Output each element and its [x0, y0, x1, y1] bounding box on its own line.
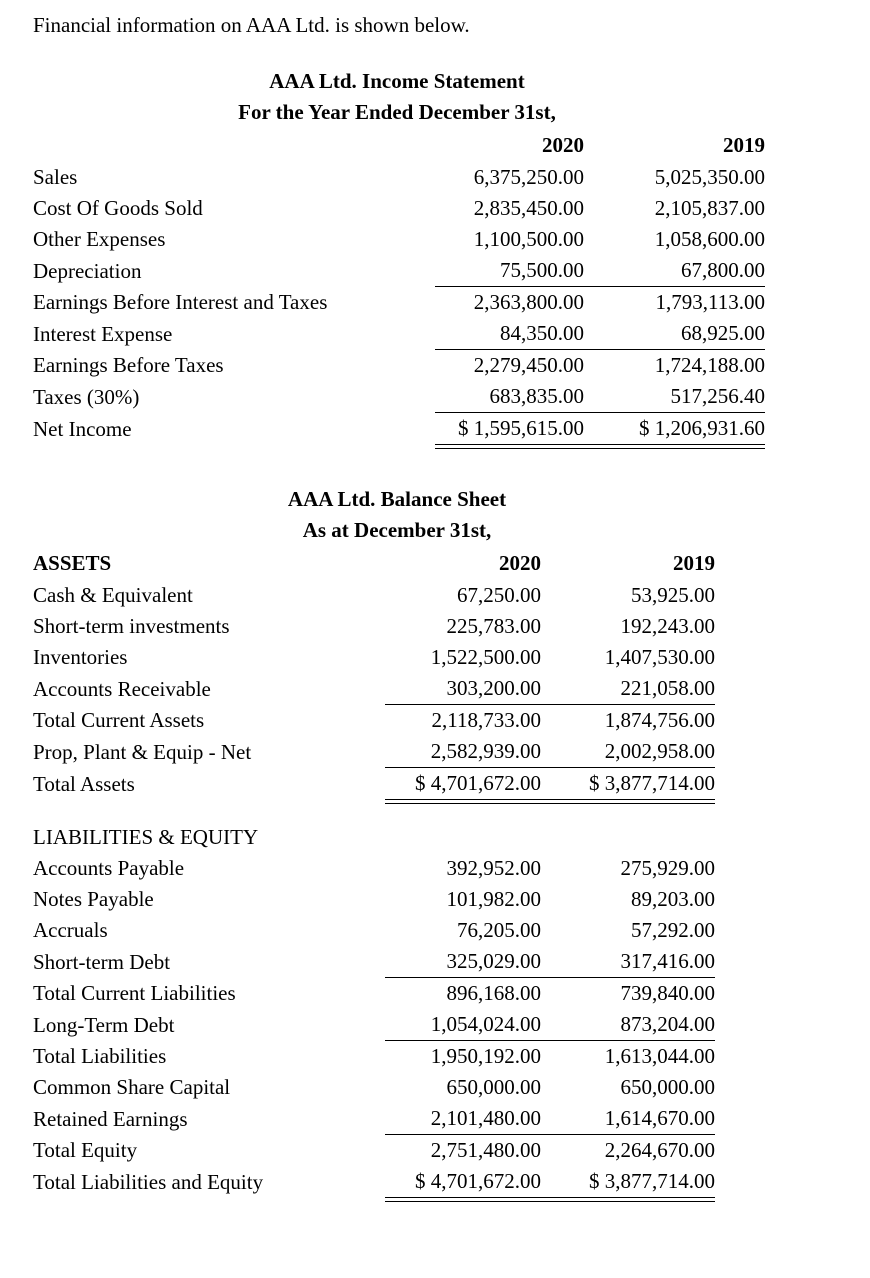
row-label: Long-Term Debt [33, 1012, 175, 1037]
row-value-2019: 53,925.00 [631, 583, 715, 607]
income-statement-title: AAA Ltd. Income Statement [269, 69, 525, 93]
row-value-2019: 57,292.00 [631, 918, 715, 942]
row-label: Short-term Debt [33, 949, 171, 974]
row-label: Cash & Equivalent [33, 583, 193, 607]
row-value-2020: $ 1,595,615.00 [435, 413, 588, 445]
row-label: Sales [33, 165, 78, 189]
row-value-2020: 225,783.00 [446, 614, 541, 638]
row-label: Accounts Receivable [33, 676, 211, 701]
row-value-2019: 1,613,044.00 [604, 1044, 715, 1068]
balance-sheet-titles [0, 484, 870, 546]
table-row [33, 1072, 715, 1103]
balance-sheet-table [33, 546, 715, 1198]
row-value-2019: $ 1,206,931.60 [588, 413, 765, 445]
row-value-2020: 6,375,250.00 [473, 165, 584, 189]
row-label: Depreciation [33, 258, 142, 283]
table-row [33, 381, 765, 413]
income-statement-header-row [33, 128, 765, 162]
table-row [33, 1135, 715, 1167]
row-value-2020: 2,835,450.00 [473, 196, 584, 220]
table-row [33, 853, 715, 884]
row-value-2019: 192,243.00 [620, 614, 715, 638]
liabilities-header-spacer [545, 822, 715, 853]
row-value-2019: 517,256.40 [588, 381, 765, 413]
table-row [33, 580, 715, 611]
table-row [33, 705, 715, 737]
row-value-2019: 2,002,958.00 [545, 736, 715, 768]
table-row [33, 736, 715, 768]
row-value-2019: 68,925.00 [588, 318, 765, 350]
row-value-2020: $ 4,701,672.00 [385, 1166, 545, 1198]
table-row [33, 193, 765, 224]
row-value-2019: 1,724,188.00 [654, 353, 765, 377]
table-row [33, 611, 715, 642]
assets-header-row [33, 546, 715, 580]
income-statement-label-header [33, 128, 435, 162]
row-value-2020: 76,205.00 [457, 918, 541, 942]
row-value-2020: 2,101,480.00 [385, 1103, 545, 1135]
row-value-2019: 873,204.00 [545, 1009, 715, 1041]
row-value-2019: 275,929.00 [620, 856, 715, 880]
row-label: Short-term investments [33, 614, 230, 638]
row-label: Inventories [33, 645, 128, 669]
row-value-2020: 2,582,939.00 [385, 736, 545, 768]
table-row [33, 255, 765, 287]
liabilities-header-row [33, 822, 715, 853]
income-statement-year-2020: 2020 [542, 133, 584, 157]
table-row [33, 318, 765, 350]
row-label: Common Share Capital [33, 1075, 231, 1099]
row-value-2020: 2,751,480.00 [430, 1138, 541, 1162]
row-value-2019: 1,793,113.00 [655, 290, 765, 314]
assets-header: ASSETS [33, 551, 112, 575]
table-row [33, 162, 765, 193]
row-value-2020: 2,279,450.00 [473, 353, 584, 377]
row-value-2020: 683,835.00 [435, 381, 588, 413]
table-row [33, 1009, 715, 1041]
row-value-2019: $ 3,877,714.00 [545, 1166, 715, 1198]
balance-sheet-title: AAA Ltd. Balance Sheet [287, 487, 507, 511]
balance-sheet-year-2020: 2020 [499, 551, 541, 575]
row-label: Total Assets [33, 771, 135, 796]
row-label: Total Equity [33, 1138, 138, 1162]
row-value-2019: 2,105,837.00 [654, 196, 765, 220]
balance-sheet-period: As at December 31st, [302, 518, 492, 542]
income-statement-year-2019: 2019 [723, 133, 765, 157]
row-label: Prop, Plant & Equip - Net [33, 739, 252, 764]
table-row [33, 884, 715, 915]
income-statement-section [0, 66, 870, 445]
row-value-2020: 650,000.00 [446, 1075, 541, 1099]
table-row [33, 287, 765, 319]
row-value-2019: 2,264,670.00 [604, 1138, 715, 1162]
row-value-2019: 1,874,756.00 [604, 708, 715, 732]
row-value-2020: 1,100,500.00 [473, 227, 584, 251]
row-value-2020: 84,350.00 [435, 318, 588, 350]
balance-sheet-section [0, 484, 870, 1198]
row-value-2019: 1,058,600.00 [654, 227, 765, 251]
row-label: Cost Of Goods Sold [33, 196, 203, 220]
row-value-2019: 739,840.00 [620, 981, 715, 1005]
row-value-2020: $ 4,701,672.00 [385, 768, 545, 800]
table-row [33, 350, 765, 382]
row-value-2020: 325,029.00 [385, 946, 545, 978]
row-label: Earnings Before Taxes [33, 353, 224, 377]
row-value-2020: 1,054,024.00 [385, 1009, 545, 1041]
income-statement-period: For the Year Ended December 31st, [238, 100, 556, 124]
row-label: Other Expenses [33, 227, 166, 251]
row-label: Total Liabilities and Equity [33, 1169, 264, 1194]
table-row [33, 1041, 715, 1073]
balance-sheet-year-2019: 2019 [673, 551, 715, 575]
liabilities-header-spacer [385, 822, 545, 853]
row-value-2020: 2,118,733.00 [431, 708, 541, 732]
intro-text: Financial information on AAA Ltd. is shown below. [33, 13, 470, 37]
row-value-2020: 101,982.00 [446, 887, 541, 911]
row-label: Accounts Payable [33, 856, 185, 880]
row-value-2019: 89,203.00 [631, 887, 715, 911]
liabilities-equity-header: LIABILITIES & EQUITY [33, 825, 259, 849]
row-value-2019: 5,025,350.00 [654, 165, 765, 189]
row-value-2020: 2,363,800.00 [473, 290, 584, 314]
table-row [33, 946, 715, 978]
table-row [33, 673, 715, 705]
table-row-total [33, 413, 765, 445]
row-value-2019: 1,614,670.00 [545, 1103, 715, 1135]
table-row-total [33, 768, 715, 800]
row-value-2020: 67,250.00 [457, 583, 541, 607]
row-label: Total Liabilities [33, 1044, 167, 1068]
table-row [33, 915, 715, 946]
row-label: Net Income [33, 416, 132, 441]
row-value-2019: 67,800.00 [588, 255, 765, 287]
income-statement-titles [0, 66, 870, 128]
row-value-2020: 1,522,500.00 [430, 645, 541, 669]
row-value-2019: 221,058.00 [545, 673, 715, 705]
row-label: Taxes (30%) [33, 384, 140, 409]
table-row [33, 1103, 715, 1135]
row-value-2019: $ 3,877,714.00 [545, 768, 715, 800]
row-value-2020: 1,950,192.00 [430, 1044, 541, 1068]
row-label: Total Current Liabilities [33, 981, 236, 1005]
table-row [33, 642, 715, 673]
table-row [33, 978, 715, 1010]
row-label: Total Current Assets [33, 708, 205, 732]
spacer-cell [33, 800, 385, 823]
row-value-2020: 392,952.00 [446, 856, 541, 880]
row-value-2019: 650,000.00 [620, 1075, 715, 1099]
row-label: Accruals [33, 918, 108, 942]
row-value-2019: 317,416.00 [545, 946, 715, 978]
row-value-2019: 1,407,530.00 [604, 645, 715, 669]
income-statement-table [33, 128, 765, 445]
row-label: Notes Payable [33, 887, 154, 911]
row-label: Earnings Before Interest and Taxes [33, 290, 328, 314]
row-value-2020: 75,500.00 [435, 255, 588, 287]
table-row-total [33, 1166, 715, 1198]
row-value-2020: 303,200.00 [385, 673, 545, 705]
table-row [33, 224, 765, 255]
row-label: Interest Expense [33, 321, 173, 346]
row-value-2020: 896,168.00 [446, 981, 541, 1005]
row-label: Retained Earnings [33, 1106, 188, 1131]
